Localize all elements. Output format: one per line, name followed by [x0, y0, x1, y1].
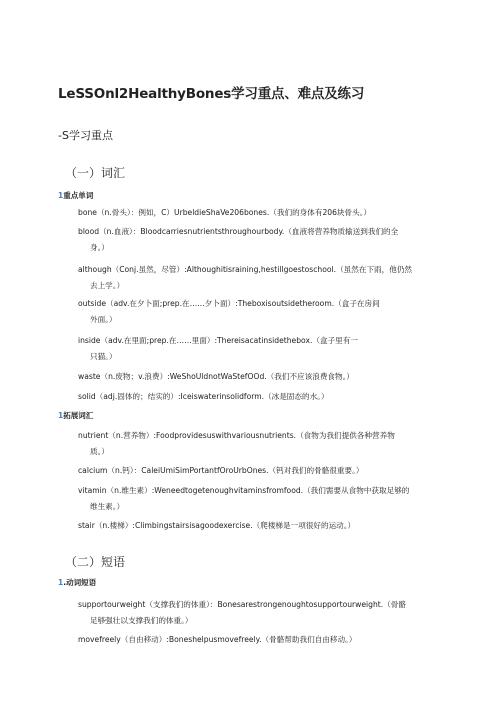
- entry-text: inside（adv.在里面;prep.在……里面）:Thereisacatinsidethebox.（盒子里有一: [78, 336, 358, 345]
- vocab-entry: [78, 518, 450, 534]
- entry-text: waste（n.废物；v.浪费）:WeShoUldnotWaStefOOd.（我们不应该浪费食物。）: [78, 372, 354, 381]
- vocab-entry: [78, 205, 450, 221]
- entry-continuation: 足够强壮以支撑我们的体重。）: [90, 616, 193, 625]
- vocab-entry: [78, 428, 450, 460]
- group-label: 拓展词汇: [63, 411, 94, 420]
- entry-text: vitamin（n.维生素）:Weneedtogetenoughvitaminsfromfood.（我们需要从食物中获取足够的: [78, 486, 410, 495]
- entry-text: stair（n.楼梯）:Climbingstairsisagoodexercise.（爬楼梯是一项很好的运动。）: [78, 521, 356, 530]
- group-extended-words-heading: [58, 410, 93, 421]
- entry-continuation: 外面。）: [90, 315, 117, 324]
- entry-text: calcium（n.钙）：CaleiUmiSimPortantfOroUrbOnes.（钙对我们的骨骼很重要。）: [78, 466, 364, 475]
- vocab-entry: [78, 224, 450, 256]
- vocab-entry: [78, 262, 450, 294]
- vocab-entry: [78, 333, 450, 365]
- group-key-words-heading: [58, 190, 93, 201]
- entry-continuation: 身。）: [90, 243, 109, 252]
- group-number: 1: [58, 578, 64, 587]
- vocab-entry: [78, 389, 450, 405]
- phrase-entry: [78, 597, 450, 629]
- entry-text: solid（adj.固体的；结实的）:Iceiswaterinsolidform.（冰是固态的水。）: [78, 392, 329, 401]
- entry-text: bone（n.骨头）：例如，C）UrbeldieShaVe206bones.（我们的身体有206块骨头。）: [78, 208, 372, 217]
- entry-text: supportourweight（支撑我们的体重）：Bonesarestrongenoughtosupportourweight.（骨骼: [78, 600, 406, 609]
- entry-continuation: 只猫。）: [90, 352, 117, 361]
- entry-text: nutrient（n.营养物）:Foodprovidesuswithvariousnutrients.（食物为我们提供各种营养物: [78, 431, 395, 440]
- group-number: 1: [58, 411, 64, 420]
- subsection-phrases-heading: （二）短语: [65, 555, 126, 569]
- subsection-vocabulary-heading: （一）词汇: [65, 166, 126, 180]
- section-title: -S学习重点: [58, 129, 113, 142]
- vocab-entry: [78, 483, 450, 515]
- group-verb-phrases-heading: [58, 577, 96, 588]
- group-label: 重点单词: [63, 191, 94, 200]
- entry-text: blood（n.血液）：Bloodcarriesnutrientsthroughourbody.（血液将营养物质输送到我们的全: [78, 227, 399, 236]
- vocab-entry: [78, 369, 450, 385]
- entry-continuation: 维生素。）: [90, 502, 125, 511]
- entry-text: outside（adv.在夕卜面;prep.在……夕卜面）:Theboxisoutsidetheroom.（盒子在房间: [78, 299, 380, 308]
- phrase-entry: [78, 632, 450, 648]
- vocab-entry: [78, 463, 450, 479]
- group-number: 1: [58, 191, 64, 200]
- entry-text: although（Conj.虽然，尽管）:Althoughitisraining,hestillgoestoschool.（虽然在下雨，他仍然: [78, 265, 413, 274]
- entry-continuation: 去上学。）: [90, 281, 125, 290]
- group-label: .动词短语: [63, 578, 97, 587]
- entry-continuation: 质。）: [90, 447, 109, 456]
- document-title: LeSSOnl2HealthyBones学习重点、难点及练习: [58, 86, 365, 102]
- vocab-entry: [78, 296, 450, 328]
- entry-text: movefreely（自由移动）:Boneshelpusmovefreely.（骨骼帮助我们自由移动。）: [78, 635, 357, 644]
